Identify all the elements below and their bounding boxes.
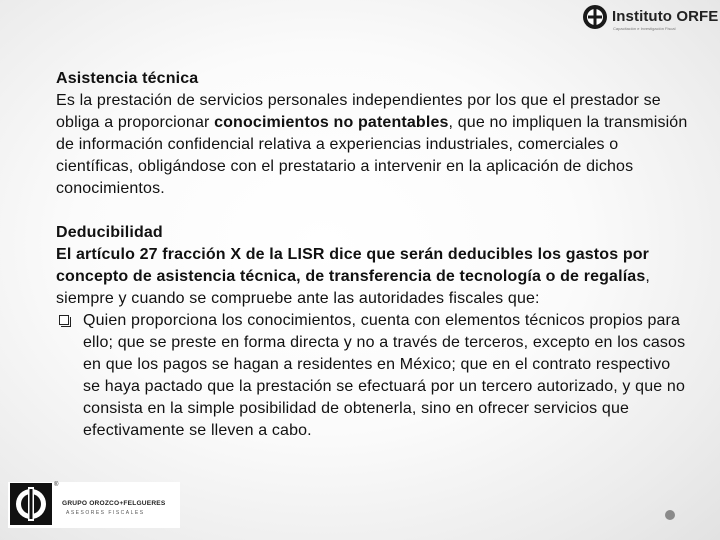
slide-body (56, 68, 688, 442)
instituto-orfe-logo (582, 4, 719, 34)
deducibilidad-text-2: , siempre y cuando se compruebe ante las autoridades fiscales que: (56, 268, 650, 307)
decorative-dot (665, 510, 675, 520)
grupo-orozco-felgueres-logo (8, 482, 180, 528)
section-heading-asistencia: Asistencia técnica (56, 70, 199, 87)
company-subtitle: ASESORES FISCALES (66, 510, 145, 516)
deducibilidad-paragraph (56, 244, 688, 310)
asistencia-text-1: Es la prestación de servicios personales independientes por los que el prestador se obliga a proporcionar (56, 92, 661, 131)
orfe-emblem-icon (582, 4, 608, 30)
bullet-text: Quien proporciona los conocimientos, cuenta con elementos técnicos propios para ello; que se preste en forma directa y no a través de terceros, excepto en los casos en que los pagos se hagan a residentes en México; que en el contrato respectivo se haya pactado que la prestación se efectuará por un tercero autorizado, y que no consista en la simple posibilidad de obtenerla, sino en ofrecer servicios que efectivamente se lleven a cabo. (83, 312, 686, 439)
asistencia-text-2: , que no impliquen la transmisión de información confidencial relativa a experiencias industriales, comerciales o científicas, obligándose con el prestatario a intervenir en la aplicación de dichos conocimientos. (56, 114, 688, 197)
checkbox-bullet-icon (59, 315, 69, 325)
asistencia-text-bold: conocimientos no patentables (214, 114, 449, 131)
company-emblem-icon (10, 483, 52, 525)
logo-tagline: Capacitación e Investigación Fiscal (613, 26, 676, 31)
deducibilidad-text-bold: El artículo 27 fracción X de la LISR dice que serán deducibles los gastos por concepto de asistencia técnica, de transferencia de tecnología o de regalías (56, 246, 650, 285)
list-item (56, 310, 688, 442)
registered-mark: ® (54, 482, 59, 488)
section-heading-deducibilidad: Deducibilidad (56, 224, 163, 241)
asistencia-definition (56, 90, 688, 200)
company-name: GRUPO OROZCO+FELGUERES (62, 500, 166, 507)
logo-name: Instituto ORFE (612, 8, 719, 25)
